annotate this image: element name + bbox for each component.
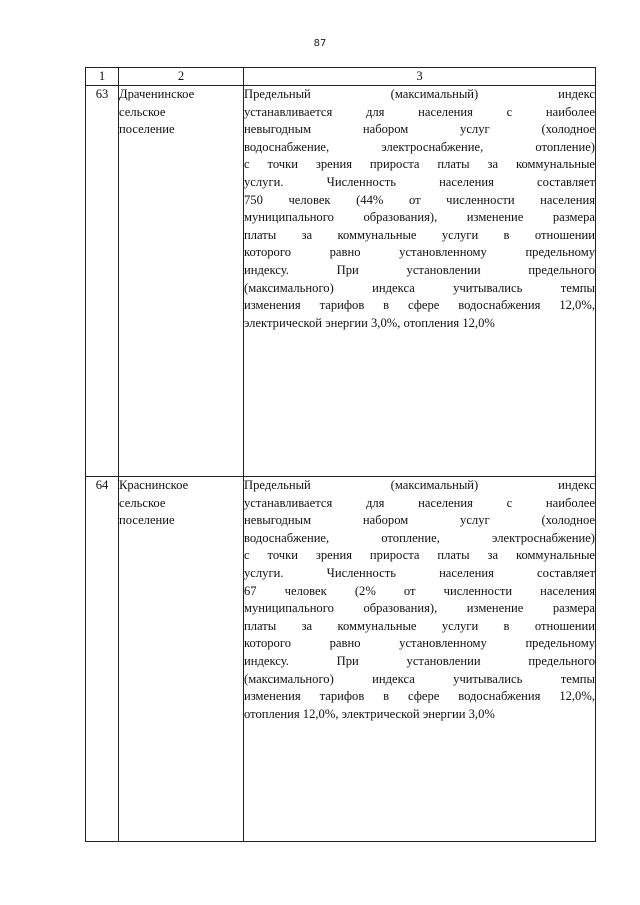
header-cell-number: 1 [86, 68, 119, 86]
settlement-name-line: Краснинское [119, 478, 189, 492]
header-cell-name: 2 [119, 68, 244, 86]
row-number: 63 [86, 86, 119, 477]
description-line: услуги. Численность населения составляет [244, 565, 595, 580]
description-line: Предельный (максимальный) индекс [244, 87, 595, 101]
description-line: муниципального образования), изменение размера [244, 601, 595, 616]
description-line: платы за коммунальные услуги в отношении [244, 227, 595, 242]
description-line: услуги. Численность населения составляет [244, 174, 595, 189]
page-number: 87 [313, 38, 327, 49]
description-line: с точки зрения прироста платы за коммунальные [244, 548, 595, 563]
description-line: электрической энергии 3,0%, отопления 12,0% [244, 315, 495, 330]
description-line: индексу. При установлении предельного [244, 262, 595, 277]
description-line: невыгодным набором услуг (холодное [244, 122, 595, 137]
settlement-name-line: поселение [119, 513, 175, 528]
description-line: водоснабжение, электроснабжение, отопление) [244, 139, 595, 154]
description-line: муниципального образования), изменение размера [244, 210, 595, 225]
description-line: (максимального) индекса учитывались темпы [244, 280, 595, 295]
row-number: 64 [86, 477, 119, 842]
description-line: 67 человек (2% от численности населения [244, 583, 595, 598]
description-line: устанавливается для населения с наиболее [244, 104, 595, 119]
table-header-row [86, 68, 596, 86]
description-line: которого равно установленному предельному [244, 245, 595, 260]
description-line: платы за коммунальные услуги в отношении [244, 618, 595, 633]
description-line: индексу. При установлении предельного [244, 653, 595, 668]
document-table [85, 67, 596, 842]
index-description [244, 86, 596, 477]
description-line: (максимального) индекса учитывались темпы [244, 671, 595, 686]
settlement-name-line: Драченинское [119, 87, 195, 101]
description-line: водоснабжение, отопление, электроснабжение) [244, 530, 595, 545]
index-description [244, 477, 596, 842]
table-row [86, 86, 596, 477]
settlement-name [119, 86, 244, 477]
settlement-name [119, 477, 244, 842]
description-line: отопления 12,0%, электрической энергии 3,0% [244, 706, 495, 721]
description-line: с точки зрения прироста платы за коммунальные [244, 157, 595, 172]
header-cell-description: 3 [244, 68, 596, 86]
settlement-name-line: поселение [119, 122, 175, 137]
description-line: невыгодным набором услуг (холодное [244, 513, 595, 528]
description-line: устанавливается для населения с наиболее [244, 495, 595, 510]
description-line: которого равно установленному предельному [244, 636, 595, 651]
description-line: Предельный (максимальный) индекс [244, 478, 595, 492]
description-line: изменения тарифов в сфере водоснабжения 12,0%, [244, 689, 595, 704]
table-row [86, 477, 596, 842]
settlement-name-line: сельское [119, 495, 166, 510]
description-line: 750 человек (44% от численности населения [244, 192, 595, 207]
description-line: изменения тарифов в сфере водоснабжения 12,0%, [244, 298, 595, 313]
settlement-name-line: сельское [119, 104, 166, 119]
